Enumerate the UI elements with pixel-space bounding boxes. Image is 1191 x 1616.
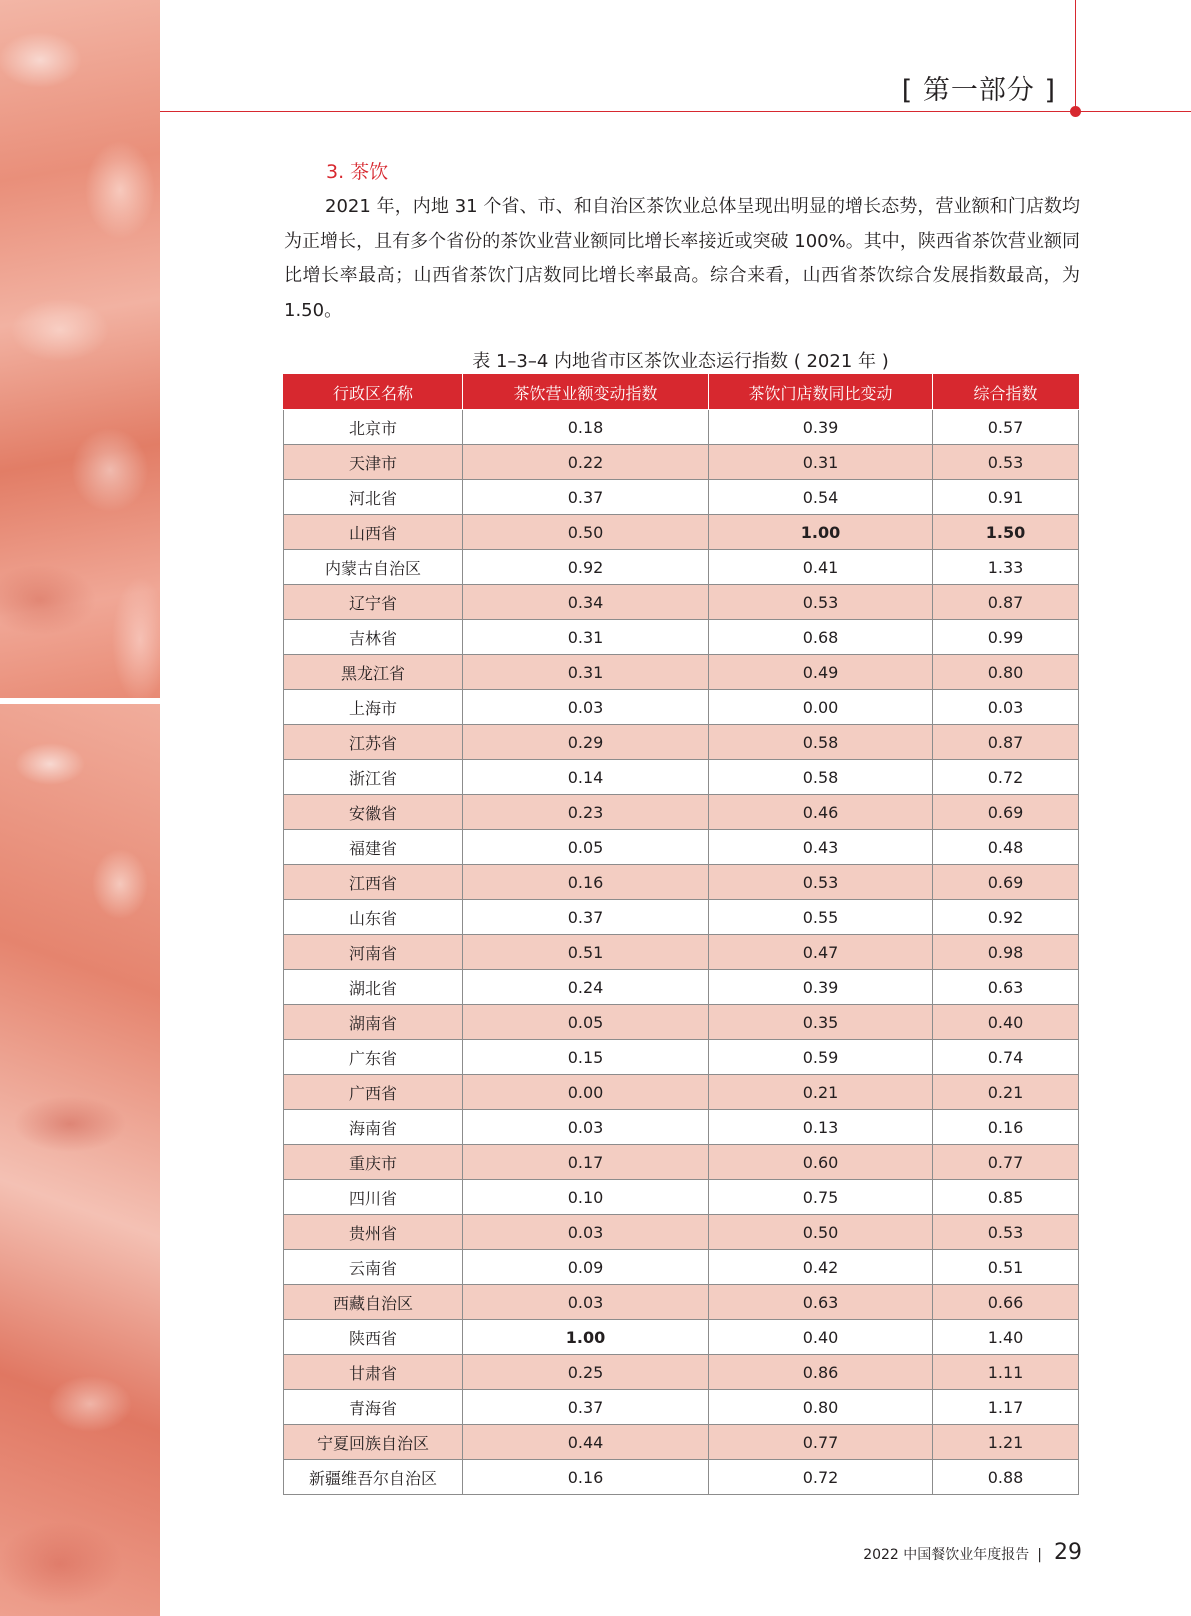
cell-composite-index: 0.87 (933, 585, 1079, 620)
cell-region: 北京市 (284, 410, 463, 445)
cell-revenue-index: 0.25 (463, 1355, 709, 1390)
cell-revenue-index: 0.92 (463, 550, 709, 585)
footer-publication-title: 2022 中国餐饮业年度报告 (863, 1547, 1030, 1563)
cell-region: 甘肃省 (284, 1355, 463, 1390)
cell-store-change: 0.68 (709, 620, 933, 655)
cell-composite-index: 0.74 (933, 1040, 1079, 1075)
cell-region: 山西省 (284, 515, 463, 550)
cell-revenue-index: 0.03 (463, 1110, 709, 1145)
tea-index-table (283, 374, 1079, 1495)
cell-store-change: 0.54 (709, 480, 933, 515)
cell-revenue-index: 0.05 (463, 830, 709, 865)
cell-region: 吉林省 (284, 620, 463, 655)
cell-revenue-index: 0.31 (463, 655, 709, 690)
cell-revenue-index: 0.17 (463, 1145, 709, 1180)
cell-region: 新疆维吾尔自治区 (284, 1460, 463, 1495)
table-row (284, 900, 1079, 935)
table-row (284, 585, 1079, 620)
cell-region: 安徽省 (284, 795, 463, 830)
table-row (284, 1215, 1079, 1250)
cell-composite-index: 0.53 (933, 445, 1079, 480)
table-row (284, 1075, 1079, 1110)
cell-region: 云南省 (284, 1250, 463, 1285)
table-row (284, 515, 1079, 550)
cell-region: 重庆市 (284, 1145, 463, 1180)
side-decorative-photo (0, 0, 160, 1616)
table-row (284, 1110, 1079, 1145)
cell-store-change: 0.53 (709, 585, 933, 620)
cell-store-change: 0.49 (709, 655, 933, 690)
table-row (284, 935, 1079, 970)
header-vertical-rule (1075, 0, 1076, 112)
cell-revenue-index: 0.18 (463, 410, 709, 445)
cell-composite-index: 0.57 (933, 410, 1079, 445)
cell-region: 广西省 (284, 1075, 463, 1110)
cell-composite-index: 1.17 (933, 1390, 1079, 1425)
cell-revenue-index: 0.37 (463, 480, 709, 515)
page-number: 29 (1054, 1540, 1082, 1565)
cell-composite-index: 0.88 (933, 1460, 1079, 1495)
side-photo-bottom (0, 704, 160, 1616)
table-row (284, 830, 1079, 865)
cell-region: 江苏省 (284, 725, 463, 760)
cell-revenue-index: 1.00 (463, 1320, 709, 1355)
cell-revenue-index: 0.09 (463, 1250, 709, 1285)
table-row (284, 1390, 1079, 1425)
cell-store-change: 0.43 (709, 830, 933, 865)
cell-store-change: 0.58 (709, 725, 933, 760)
table-row (284, 1145, 1079, 1180)
column-header-region: 行政区名称 (284, 375, 463, 410)
cell-composite-index: 0.69 (933, 865, 1079, 900)
column-header-store-change: 茶饮门店数同比变动 (709, 375, 933, 410)
cell-store-change: 0.55 (709, 900, 933, 935)
cell-region: 四川省 (284, 1180, 463, 1215)
cell-composite-index: 0.87 (933, 725, 1079, 760)
cell-region: 宁夏回族自治区 (284, 1425, 463, 1460)
cell-store-change: 0.75 (709, 1180, 933, 1215)
cell-region: 海南省 (284, 1110, 463, 1145)
cell-revenue-index: 0.29 (463, 725, 709, 760)
table-row (284, 1460, 1079, 1495)
table-row (284, 550, 1079, 585)
cell-revenue-index: 0.31 (463, 620, 709, 655)
cell-composite-index: 1.50 (933, 515, 1079, 550)
header-rule-dot (1070, 106, 1081, 117)
table-caption: 表 1–3–4 内地省市区茶饮业态运行指数 ( 2021 年 ) (472, 351, 889, 372)
table-row (284, 1250, 1079, 1285)
table-row (284, 1285, 1079, 1320)
table-row (284, 1355, 1079, 1390)
cell-region: 贵州省 (284, 1215, 463, 1250)
cell-revenue-index: 0.03 (463, 690, 709, 725)
section-paragraph: 2021 年，内地 31 个省、市、和自治区茶饮业总体呈现出明显的增长态势，营业额和门店数均为正增长，且有多个省份的茶饮业营业额同比增长率接近或突破 100%。其中，陕西省茶饮营业额同比增长率最高；山西省茶饮门店数同比增长率最高。综合来看，山西省茶饮综合发展指数最高，为 1.50。 (284, 196, 1080, 321)
table-row (284, 970, 1079, 1005)
table-row (284, 725, 1079, 760)
cell-region: 江西省 (284, 865, 463, 900)
cell-composite-index: 0.72 (933, 760, 1079, 795)
part-title: [ 第一部分 ] (901, 75, 1056, 106)
cell-revenue-index: 0.44 (463, 1425, 709, 1460)
cell-revenue-index: 0.37 (463, 900, 709, 935)
table-row (284, 1180, 1079, 1215)
cell-store-change: 0.77 (709, 1425, 933, 1460)
cell-revenue-index: 0.24 (463, 970, 709, 1005)
page-footer (863, 1540, 1082, 1565)
cell-revenue-index: 0.05 (463, 1005, 709, 1040)
cell-store-change: 0.39 (709, 970, 933, 1005)
cell-store-change: 0.13 (709, 1110, 933, 1145)
cell-region: 黑龙江省 (284, 655, 463, 690)
cell-region: 青海省 (284, 1390, 463, 1425)
cell-store-change: 0.21 (709, 1075, 933, 1110)
cell-region: 湖南省 (284, 1005, 463, 1040)
cell-store-change: 0.60 (709, 1145, 933, 1180)
cell-store-change: 0.40 (709, 1320, 933, 1355)
table-header-row (284, 375, 1079, 410)
cell-revenue-index: 0.15 (463, 1040, 709, 1075)
table-row (284, 410, 1079, 445)
cell-store-change: 0.50 (709, 1215, 933, 1250)
cell-region: 辽宁省 (284, 585, 463, 620)
cell-composite-index: 0.92 (933, 900, 1079, 935)
cell-region: 浙江省 (284, 760, 463, 795)
cell-region: 河南省 (284, 935, 463, 970)
cell-store-change: 0.72 (709, 1460, 933, 1495)
cell-composite-index: 0.40 (933, 1005, 1079, 1040)
cell-region: 广东省 (284, 1040, 463, 1075)
cell-store-change: 0.86 (709, 1355, 933, 1390)
cell-composite-index: 0.98 (933, 935, 1079, 970)
cell-composite-index: 1.11 (933, 1355, 1079, 1390)
cell-region: 上海市 (284, 690, 463, 725)
cell-composite-index: 0.53 (933, 1215, 1079, 1250)
cell-composite-index: 1.33 (933, 550, 1079, 585)
cell-region: 陕西省 (284, 1320, 463, 1355)
cell-composite-index: 0.99 (933, 620, 1079, 655)
cell-region: 湖北省 (284, 970, 463, 1005)
table-row (284, 865, 1079, 900)
cell-revenue-index: 0.14 (463, 760, 709, 795)
cell-revenue-index: 0.16 (463, 1460, 709, 1495)
cell-store-change: 0.63 (709, 1285, 933, 1320)
cell-region: 内蒙古自治区 (284, 550, 463, 585)
cell-region: 山东省 (284, 900, 463, 935)
footer-separator: | (1037, 1547, 1042, 1563)
cell-composite-index: 0.77 (933, 1145, 1079, 1180)
column-header-revenue-index: 茶饮营业额变动指数 (463, 375, 709, 410)
cell-composite-index: 0.21 (933, 1075, 1079, 1110)
cell-store-change: 0.46 (709, 795, 933, 830)
cell-composite-index: 0.66 (933, 1285, 1079, 1320)
cell-revenue-index: 0.03 (463, 1215, 709, 1250)
cell-region: 西藏自治区 (284, 1285, 463, 1320)
cell-revenue-index: 0.51 (463, 935, 709, 970)
cell-composite-index: 0.51 (933, 1250, 1079, 1285)
cell-composite-index: 0.85 (933, 1180, 1079, 1215)
cell-revenue-index: 0.10 (463, 1180, 709, 1215)
cell-store-change: 0.59 (709, 1040, 933, 1075)
table-body (284, 410, 1079, 1495)
cell-composite-index: 0.48 (933, 830, 1079, 865)
table-row (284, 480, 1079, 515)
table-row (284, 795, 1079, 830)
cell-store-change: 0.42 (709, 1250, 933, 1285)
side-photo-top (0, 0, 160, 698)
cell-revenue-index: 0.50 (463, 515, 709, 550)
cell-store-change: 0.35 (709, 1005, 933, 1040)
cell-composite-index: 0.80 (933, 655, 1079, 690)
cell-revenue-index: 0.23 (463, 795, 709, 830)
header-horizontal-rule (160, 111, 1191, 112)
cell-store-change: 0.53 (709, 865, 933, 900)
cell-revenue-index: 0.16 (463, 865, 709, 900)
cell-composite-index: 0.69 (933, 795, 1079, 830)
section-heading: 3. 茶饮 (326, 161, 389, 183)
cell-composite-index: 0.03 (933, 690, 1079, 725)
cell-revenue-index: 0.34 (463, 585, 709, 620)
table-row (284, 1005, 1079, 1040)
cell-revenue-index: 0.22 (463, 445, 709, 480)
cell-store-change: 0.80 (709, 1390, 933, 1425)
cell-revenue-index: 0.37 (463, 1390, 709, 1425)
cell-region: 福建省 (284, 830, 463, 865)
cell-store-change: 0.39 (709, 410, 933, 445)
cell-store-change: 0.47 (709, 935, 933, 970)
cell-store-change: 1.00 (709, 515, 933, 550)
cell-region: 河北省 (284, 480, 463, 515)
cell-composite-index: 0.16 (933, 1110, 1079, 1145)
table-row (284, 690, 1079, 725)
cell-store-change: 0.58 (709, 760, 933, 795)
cell-store-change: 0.31 (709, 445, 933, 480)
table-row (284, 760, 1079, 795)
column-header-composite-index: 综合指数 (933, 375, 1079, 410)
table-row (284, 1040, 1079, 1075)
table-row (284, 655, 1079, 690)
table-row (284, 1320, 1079, 1355)
cell-store-change: 0.41 (709, 550, 933, 585)
cell-composite-index: 0.91 (933, 480, 1079, 515)
cell-revenue-index: 0.00 (463, 1075, 709, 1110)
cell-composite-index: 1.40 (933, 1320, 1079, 1355)
cell-region: 天津市 (284, 445, 463, 480)
table-row (284, 620, 1079, 655)
cell-composite-index: 0.63 (933, 970, 1079, 1005)
table-row (284, 1425, 1079, 1460)
cell-store-change: 0.00 (709, 690, 933, 725)
cell-revenue-index: 0.03 (463, 1285, 709, 1320)
cell-composite-index: 1.21 (933, 1425, 1079, 1460)
table-row (284, 445, 1079, 480)
